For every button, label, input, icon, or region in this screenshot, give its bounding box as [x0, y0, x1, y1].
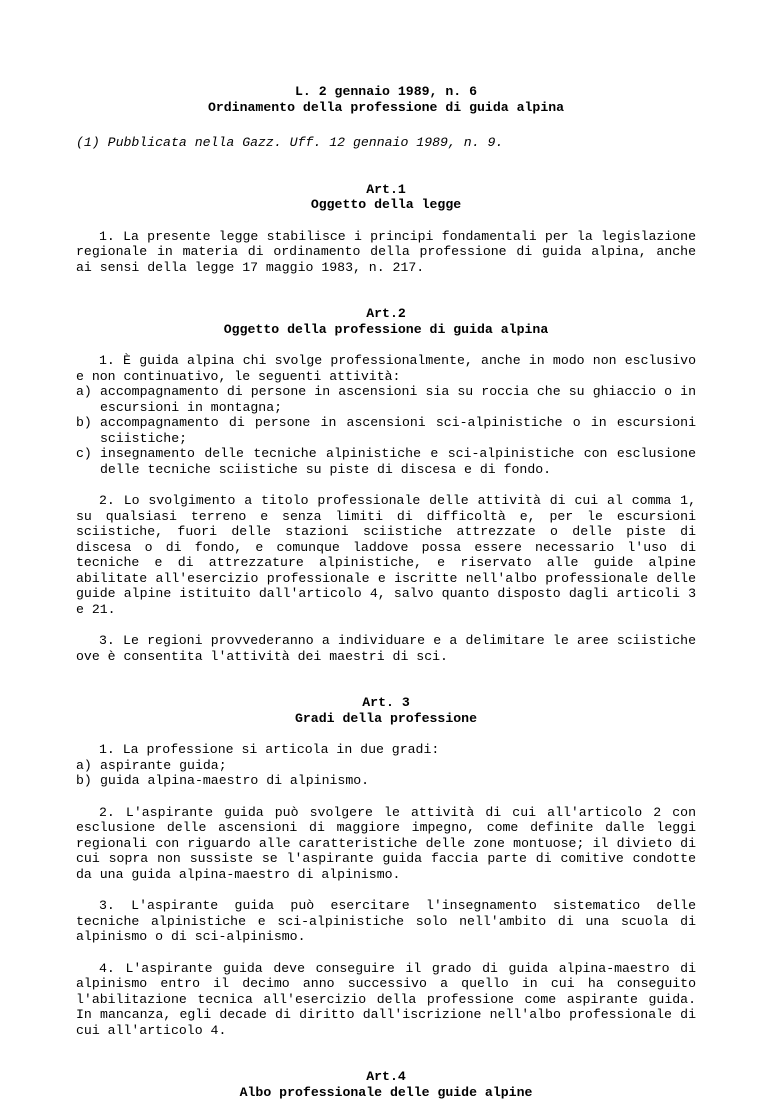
article-2 [76, 306, 696, 664]
article-number: Art.2 [76, 306, 696, 322]
article-number: Art.1 [76, 182, 696, 198]
list-text: insegnamento delle tecniche alpinistiche e sci-alpinistiche con esclusione delle tecniche sciistiche su piste di discesa e di fondo. [100, 446, 696, 477]
list-item [76, 446, 696, 477]
paragraph: 1. È guida alpina chi svolge professionalmente, anche in modo non esclusivo e non continuativo, le seguenti attività: [76, 353, 696, 384]
list-marker: a) [76, 758, 100, 774]
paragraph: 2. Lo svolgimento a titolo professionale delle attività di cui al comma 1, su qualsiasi terreno e senza limiti di difficoltà e, per le escursioni sciistiche, fuori delle stazioni sciistiche attrezzate o delle piste di discesa o di fondo, e comunque laddove possa essere necessario l'uso di tecniche e di attrezzature alpinistiche, e riservato alle guide alpine abilitate all'esercizio professionale e iscritte nell'albo professionale delle guide alpine istituito dall'articolo 4, salvo quanto disposto dagli articoli 3 e 21. [76, 493, 696, 617]
list-item [76, 415, 696, 446]
list-item [76, 773, 696, 789]
paragraph: 3. L'aspirante guida può esercitare l'insegnamento sistematico delle tecniche alpinistiche e sci-alpinistiche solo nell'ambito di una scuola di alpinismo o di sci-alpinismo. [76, 898, 696, 945]
document-body [76, 84, 696, 1100]
paragraph: 2. L'aspirante guida può svolgere le attività di cui all'articolo 2 con esclusione delle ascensioni di maggiore impegno, come definite dalle leggi regionali con riguardo alle caratteristiche delle zone montuose; il divieto di cui sopra non sussiste se l'aspirante guida faccia parte di comitive condotte da una guida alpina-maestro di alpinismo. [76, 805, 696, 883]
paragraph: 3. Le regioni provvederanno a individuare e a delimitare le aree sciistiche ove è consentita l'attività dei maestri di sci. [76, 633, 696, 664]
article-heading: Albo professionale delle guide alpine [76, 1085, 696, 1100]
article-1 [76, 182, 696, 276]
article-4 [76, 1069, 696, 1100]
article-3 [76, 695, 696, 1038]
item-list [76, 384, 696, 477]
law-subtitle: Ordinamento della professione di guida alpina [76, 100, 696, 116]
article-heading: Oggetto della legge [76, 197, 696, 213]
list-marker: b) [76, 773, 100, 789]
list-text: aspirante guida; [100, 758, 696, 774]
list-marker: a) [76, 384, 100, 415]
list-text: guida alpina-maestro di alpinismo. [100, 773, 696, 789]
list-item [76, 758, 696, 774]
paragraph: 1. La presente legge stabilisce i principi fondamentali per la legislazione regionale in materia di ordinamento della professione di guida alpina, anche ai sensi della legge 17 maggio 1983, n. 217. [76, 229, 696, 276]
paragraph: 1. La professione si articola in due gradi: [76, 742, 696, 758]
law-title: L. 2 gennaio 1989, n. 6 [76, 84, 696, 100]
list-item [76, 384, 696, 415]
article-heading: Oggetto della professione di guida alpina [76, 322, 696, 338]
article-number: Art.4 [76, 1069, 696, 1085]
item-list [76, 758, 696, 789]
article-heading: Gradi della professione [76, 711, 696, 727]
list-marker: c) [76, 446, 100, 477]
paragraph: 4. L'aspirante guida deve conseguire il grado di guida alpina-maestro di alpinismo entro il decimo anno successivo a quello in cui ha conseguito l'abilitazione tecnica all'esercizio della professione come aspirante guida. In mancanza, egli decade di diritto dall'iscrizione nell'albo professionale di cui all'articolo 4. [76, 961, 696, 1039]
list-marker: b) [76, 415, 100, 446]
list-text: accompagnamento di persone in ascensioni sia su roccia che su ghiaccio o in escursioni in montagna; [100, 384, 696, 415]
article-number: Art. 3 [76, 695, 696, 711]
publication-note: (1) Pubblicata nella Gazz. Uff. 12 gennaio 1989, n. 9. [76, 135, 696, 151]
list-text: accompagnamento di persone in ascensioni sci-alpinistiche o in escursioni sciistiche; [100, 415, 696, 446]
